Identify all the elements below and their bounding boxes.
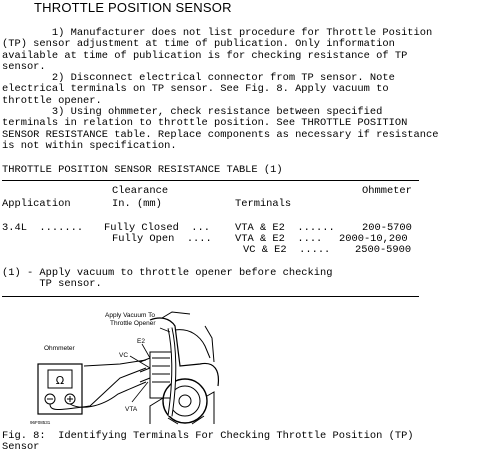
row-1-application: 3.4L ....... (2, 222, 84, 234)
step-3-paragraph (2, 107, 492, 152)
table-bottom-rule (2, 296, 419, 297)
caption-line: Sensor (2, 441, 40, 454)
vta-label: VTA (125, 406, 138, 413)
step-2-paragraph (2, 73, 492, 107)
page-title: THROTTLE POSITION SENSOR (34, 0, 232, 15)
ohm-symbol: Ω (55, 374, 65, 387)
row-1-reading: 200-5700 (362, 222, 412, 234)
step-3-line: SENSOR RESISTANCE table. Replace components as necessary if resistance (2, 128, 439, 141)
row-1-terminals: VTA & E2 ...... (235, 222, 335, 234)
ohmmeter-label: Ohmmeter (44, 345, 75, 352)
footnote-line: (1) - Apply vacuum to throttle opener before checking (2, 267, 333, 279)
header-clearance-units: In. (mm) (112, 198, 162, 210)
step-1-paragraph (2, 28, 492, 73)
row-1-clearance: Fully Closed ... (104, 222, 211, 234)
figure-code: 96F08531 (30, 420, 51, 425)
table-title: THROTTLE POSITION SENSOR RESISTANCE TABLE (1) (2, 164, 283, 176)
table-top-rule (2, 180, 419, 181)
test-leads (50, 360, 146, 410)
header-terminals: Terminals (235, 198, 292, 210)
row-2-clearance: Fully Open .... (112, 233, 212, 245)
step-3-line: is not within specification. (2, 139, 177, 152)
vacuum-label-line: Apply Vacuum To (105, 312, 155, 319)
step-1-line: sensor. (2, 60, 46, 73)
header-application: Application (2, 198, 71, 210)
step-1-line: (TP) sensor adjustment at time of publication. Only information (2, 38, 395, 51)
caption-line: Fig. 8: Identifying Terminals For Checking Throttle Position (TP) (2, 430, 414, 442)
vc-label: VC (119, 352, 129, 359)
step-1-line: 1) Manufacturer does not list procedure for Throttle Position (2, 27, 433, 39)
step-2-line: throttle opener. (2, 94, 102, 107)
header-clearance: Clearance (112, 185, 169, 197)
resistance-table (0, 186, 420, 266)
e2-label: E2 (137, 338, 145, 345)
step-3-line: terminals in relation to throttle position. See THROTTLE POSITION (2, 117, 408, 130)
step-1-line: available at time of publication is for checking resistance of TP (2, 49, 408, 62)
row-3-reading: 2500-5900 (355, 244, 412, 256)
vacuum-label-line: Throttle Opener (110, 320, 156, 327)
row-2-terminals: VTA & E2 .... (235, 233, 323, 245)
step-2-line: electrical terminals on TP sensor. See Fig. 8. Apply vacuum to (2, 83, 389, 96)
figure-caption (2, 431, 414, 454)
step-3-line: 3) Using ohmmeter, check resistance between specified (2, 106, 383, 118)
footnote-line: TP sensor. (2, 278, 102, 290)
row-3-terminals: VC & E2 ..... (243, 244, 331, 256)
throttle-body-drawing (140, 312, 218, 424)
step-2-line: 2) Disconnect electrical connector from TP sensor. Note (2, 72, 395, 84)
row-2-reading: 2000-10,200 (339, 233, 408, 245)
header-ohmmeter: Ohmmeter (362, 185, 412, 197)
tp-sensor-figure (0, 306, 493, 426)
